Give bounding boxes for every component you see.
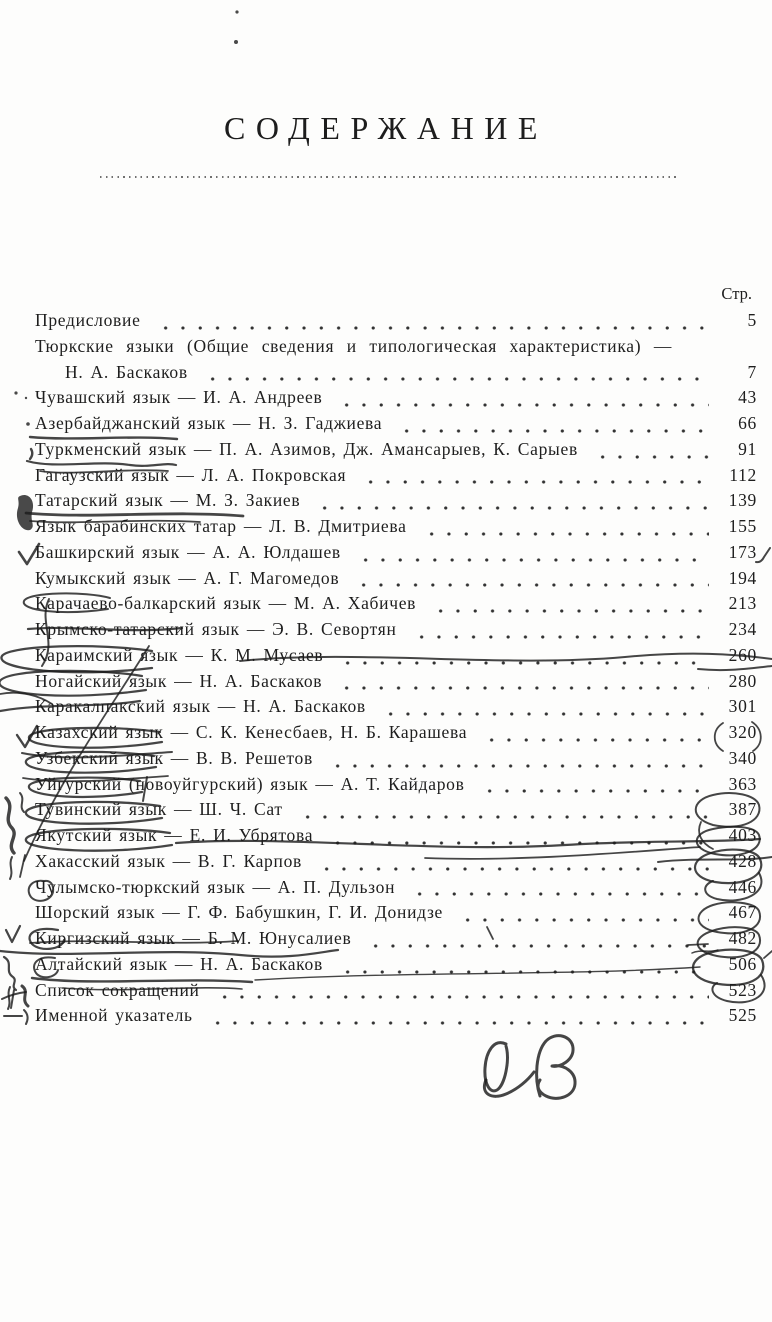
toc-entry-page: 173: [728, 541, 757, 562]
toc-entry-page: 194: [728, 567, 757, 588]
toc-entry-label: Тувинский язык — Ш. Ч. Сат: [35, 799, 283, 820]
dot-leader: [153, 326, 709, 330]
toc-entry-label: Карачаево-балкарский язык — М. А. Хабичев: [35, 593, 417, 614]
dot-leader: [479, 738, 709, 742]
toc-entry-page: 260: [728, 644, 757, 665]
toc-entry-label: Туркменский язык — П. А. Азимов, Дж. Амансарыев, К. Сарыев: [35, 438, 578, 459]
toc-entry-label: Башкирский язык — А. А. Юлдашев: [35, 541, 341, 562]
toc-entry-page: 234: [728, 619, 757, 639]
toc-entry: [35, 490, 757, 516]
toc-entry: [35, 671, 757, 697]
toc-entry-page: 112: [729, 464, 757, 485]
toc-entry-page: 363: [728, 773, 757, 794]
toc-entry-label: Каракалпакский язык — Н. А. Баскаков: [35, 696, 366, 717]
toc-entry-label: Татарский язык — М. З. Закиев: [35, 490, 301, 511]
dot-leader: [335, 661, 709, 665]
toc-entry-label: Уйгурский (новоуйгурский) язык — А. Т. Кайдаров: [35, 773, 465, 794]
toc-entry-label: Именной указатель: [35, 1005, 193, 1026]
dot-leader: [334, 403, 709, 407]
toc-entry: [35, 593, 757, 619]
toc-entry-page: 387: [728, 799, 757, 820]
dot-leader: [590, 455, 709, 459]
toc-entry: [35, 310, 757, 336]
toc-entry: [35, 980, 757, 1006]
toc-entry-label: Шорский язык — Г. Ф. Бабушкин, Г. И. Донидзе: [35, 902, 444, 923]
dot-leader: [455, 918, 709, 922]
dot-leader: [428, 609, 709, 613]
dot-leader: [358, 480, 709, 484]
page-column-header: Стр.: [721, 284, 752, 303]
dot-leader: [325, 841, 709, 845]
toc-entry-page: 482: [728, 928, 757, 948]
toc-entry-page: 139: [728, 490, 757, 511]
dot-leader: [394, 429, 709, 433]
toc-entry-label: Якутский язык — Е. И. Убрятова: [35, 825, 314, 845]
toc-entry: [35, 413, 757, 439]
toc-entry-page: 213: [728, 593, 757, 614]
toc-entry-label: Тюркские языки (Общие сведения и типологическая характеристика) —: [35, 335, 673, 356]
toc-entry-label: Чувашский язык — И. А. Андреев: [35, 387, 323, 408]
toc-entry-page: 155: [728, 516, 757, 536]
toc-entry-page: 340: [728, 747, 757, 768]
dot-leader: [353, 558, 709, 562]
dot-leader: [325, 764, 709, 768]
toc-entry-label: Узбекский язык — В. В. Решетов: [35, 747, 313, 768]
toc-entry-label: Предисловие: [35, 310, 141, 330]
toc-entry-page: 523: [728, 979, 757, 1000]
dot-leader: [312, 506, 709, 510]
toc-entry-label: Хакасский язык — В. Г. Карпов: [35, 850, 302, 871]
dot-leader: [363, 944, 709, 948]
toc-entry-label: Гагаузский язык — Л. А. Покровская: [35, 464, 347, 485]
toc-entry-label: Кумыкский язык — А. Г. Магомедов: [35, 567, 340, 588]
toc-entry-page: 91: [738, 438, 757, 459]
dot-leader: [351, 583, 709, 587]
toc-entry-label: Караимский язык — К. М. Мусаев: [35, 644, 324, 665]
toc-entry: [35, 439, 757, 465]
dotted-divider: [100, 176, 680, 178]
toc-entry-page: 403: [728, 825, 757, 845]
toc-entry: [35, 902, 757, 928]
dot-leader: [477, 789, 709, 793]
toc-entry-page: 506: [728, 953, 757, 974]
dot-leader: [407, 892, 709, 896]
toc-entry-page: 446: [728, 876, 757, 897]
dot-leader: [314, 867, 709, 871]
dot-leader: [205, 1021, 709, 1025]
toc-entry: [35, 825, 757, 851]
dot-leader: [200, 377, 709, 381]
toc-entry-label: Крымско-татарский язык — Э. В. Севортян: [35, 619, 397, 639]
toc-entry: [35, 799, 757, 825]
dot-leader: [212, 995, 709, 999]
toc-entry: [35, 645, 757, 671]
dot-leader: [419, 532, 709, 536]
toc-entry-page: 7: [747, 361, 757, 382]
toc-entry: [35, 542, 757, 568]
toc-entry-page: 428: [728, 850, 757, 871]
toc-entry-page: 280: [728, 670, 757, 691]
toc-entry: [35, 954, 757, 980]
toc-entry: [35, 851, 757, 877]
toc-entry-label: Киргизский язык — Б. М. Юнусалиев: [35, 928, 352, 948]
toc-entry: [35, 928, 757, 954]
toc-entry: [35, 1005, 757, 1031]
toc-entry: [35, 748, 757, 774]
toc-entry: [35, 336, 757, 362]
toc-entry: [35, 722, 757, 748]
toc-entry-label: Алтайский язык — Н. А. Баскаков: [35, 953, 323, 974]
dot-leader: [378, 712, 709, 716]
toc-entry: [35, 696, 757, 722]
dot-leader: [335, 970, 709, 974]
toc-entry-label: Список сокращений: [35, 979, 200, 1000]
toc-entry-page: 5: [747, 310, 757, 330]
toc-entry-label: Ногайский язык — Н. А. Баскаков: [35, 670, 323, 691]
toc-entry-page: 467: [728, 902, 757, 923]
dot-leader: [295, 815, 709, 819]
table-of-contents: [35, 284, 757, 1031]
toc-entry: [35, 774, 757, 800]
toc-entry-label: Язык барабинских татар — Л. В. Дмитриева: [35, 516, 407, 536]
toc-entry: [35, 516, 757, 542]
toc-entry-label: Н. А. Баскаков: [65, 361, 188, 382]
toc-entry-label: Азербайджанский язык — Н. З. Гаджиева: [35, 413, 383, 433]
toc-entry: [35, 877, 757, 903]
toc-rows: [35, 310, 757, 1031]
dot-leader: [409, 635, 709, 639]
toc-entry: [35, 387, 757, 413]
toc-entry-page: 525: [728, 1005, 757, 1026]
page-title: СОДЕРЖАНИЕ: [223, 110, 549, 146]
toc-entry: [35, 362, 757, 388]
toc-entry-label: Чулымско-тюркский язык — А. П. Дульзон: [35, 876, 396, 897]
toc-entry-page: 43: [738, 387, 757, 408]
toc-entry-page: 66: [738, 413, 757, 433]
toc-entry-label: Казахский язык — С. К. Кенесбаев, Н. Б. Карашева: [35, 722, 468, 742]
toc-entry-page: 320: [728, 722, 757, 742]
toc-entry: [35, 619, 757, 645]
toc-entry: [35, 568, 757, 594]
toc-entry-page: 301: [728, 696, 757, 717]
dot-leader: [334, 686, 709, 690]
toc-entry: [35, 465, 757, 491]
